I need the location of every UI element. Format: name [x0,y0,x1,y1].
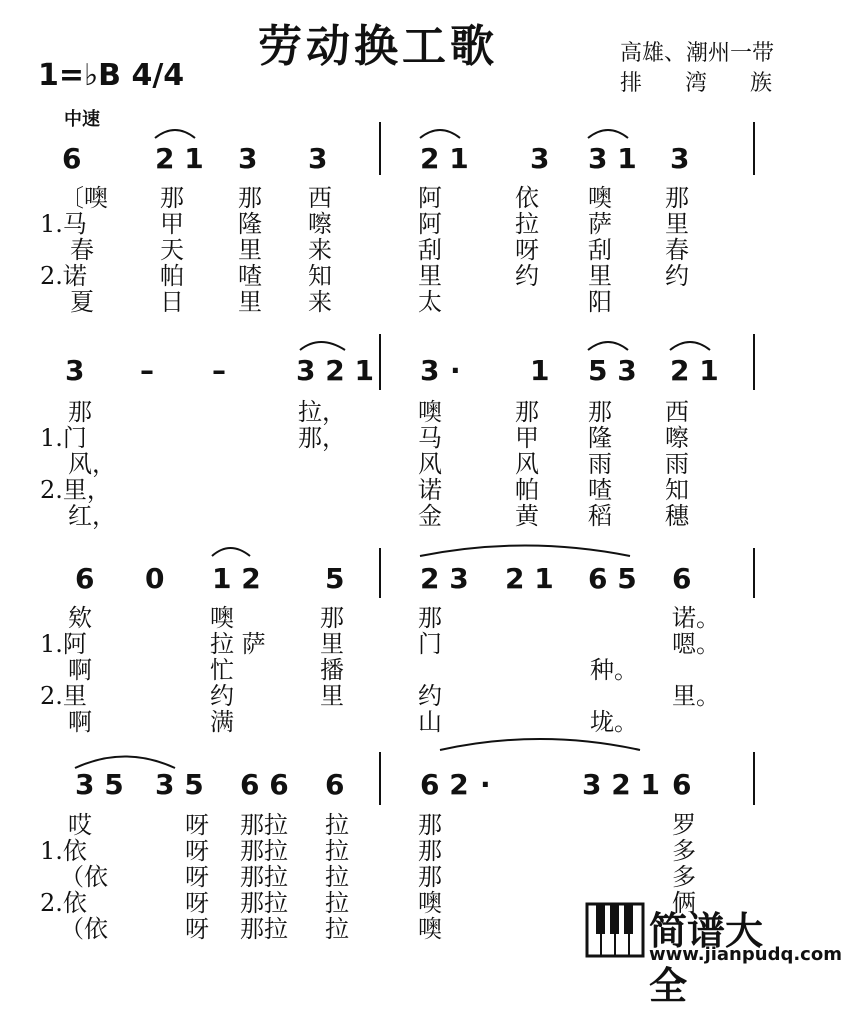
lyric: 里。 [672,682,720,710]
lyric: 那 [418,863,442,891]
slur [588,342,628,350]
lyric: （依 [60,915,108,943]
lyric: 那 [160,184,184,212]
slur [440,739,640,750]
note: 3 [308,142,328,175]
lyric: 帕 [160,262,184,290]
lyric: 嚓 [665,424,689,452]
lyric: 知 [308,262,332,290]
lyric: 阿 [418,210,442,238]
lyric: 夏 [70,288,94,316]
lyric: 2.诺 [40,262,87,290]
key-signature: 1=♭B 4/4 [38,58,185,93]
lyric: 隆 [238,210,262,238]
lyric: 欸 [68,604,92,632]
lyric: 来 [308,236,332,264]
note: 1 [530,354,550,387]
note: 3 2 1 [296,354,374,387]
lyric: 里 [320,682,344,710]
lyric: 风， [68,450,116,478]
logo-url: www.jianpudq.com [649,944,842,965]
note: 6 [672,562,692,595]
lyric: 太 [418,288,442,316]
note: 0 [145,562,165,595]
lyric: 噢 [588,184,612,212]
lyric: 拉 [325,889,349,917]
lyric: 噢 [418,889,442,917]
lyric: 噢 [210,604,234,632]
lyric: 呀 [185,837,209,865]
lyric: 噢 [418,398,442,426]
lyric: 马 [418,424,442,452]
lyric: 天 [160,236,184,264]
lyric: 满 [210,708,234,736]
lyric: 里 [238,288,262,316]
lyric: 喳 [238,262,262,290]
lyric: 约 [665,262,689,290]
lyric: 阿 [418,184,442,212]
lyric: 呀 [185,811,209,839]
lyric: 萨 [588,210,612,238]
note: 6 [672,768,692,801]
note: 6 5 [588,562,637,595]
lyric: 日 [160,288,184,316]
lyric: 春 [665,236,689,264]
slur [420,130,460,138]
lyric: 嗯。 [672,630,720,658]
note: · [450,354,461,387]
lyric: 金 [418,502,442,530]
note: – [212,354,226,387]
lyric: 里 [418,262,442,290]
lyric: 甲 [515,424,539,452]
lyric: （依 [60,863,108,891]
lyric: 2.里 [40,682,87,710]
lyric: 1.马 [40,210,87,238]
note: 3 5 [75,768,124,801]
lyric: 雨 [665,450,689,478]
lyric: 约 [210,682,234,710]
note: 3 [530,142,550,175]
lyric: 那拉 [240,837,288,865]
note: 2 1 [505,562,554,595]
slur [212,548,250,556]
lyric: 1.门 [40,424,87,452]
lyric: 刮 [588,236,612,264]
lyric: 山 [418,708,442,736]
lyric: 噢 [418,915,442,943]
lyric: 阳 [588,288,612,316]
lyric: 隆 [588,424,612,452]
note: 6 6 [240,768,289,801]
lyric: 门 [418,630,442,658]
lyric: 2.里， [40,476,111,504]
lyric: 啊 [68,708,92,736]
lyric: 呀 [185,915,209,943]
lyric: 那 [320,604,344,632]
note: 3 5 [155,768,204,801]
lyric: 那 [515,398,539,426]
lyric: 1.阿 [40,630,87,658]
lyric: 那 [418,837,442,865]
note: 2 1 [155,142,204,175]
lyric: 诺。 [672,604,720,632]
lyric: 呀 [185,889,209,917]
lyric: 哎 [68,811,92,839]
logo-text: 简谱大全 [649,909,764,1008]
lyric: 西 [665,398,689,426]
credit-people: 排 湾 族 [620,71,790,96]
lyric: 来 [308,288,332,316]
note: 3 1 [588,142,637,175]
note: 3 2 1 [582,768,660,801]
lyric: 雨 [588,450,612,478]
lyric: 多 [672,863,696,891]
lyric: 那拉 [240,863,288,891]
lyric: 种。 [590,656,638,684]
lyric: 那 [68,398,92,426]
lyric: 里 [588,262,612,290]
slur [75,757,175,769]
lyric: 那 [418,811,442,839]
lyric: 多 [672,837,696,865]
note: 3 [65,354,85,387]
note: – [140,354,154,387]
lyric: 〔噢 [60,184,108,212]
lyric: 约 [515,262,539,290]
lyric: 喳 [588,476,612,504]
note: 1 2 [212,562,261,595]
note: 2 1 [420,142,469,175]
lyric: 拉 [325,863,349,891]
lyric: 知 [665,476,689,504]
lyric: 那 [588,398,612,426]
lyric: 风 [515,450,539,478]
lyric: 呀 [515,236,539,264]
lyric: 穗 [665,502,689,530]
note: 5 3 [588,354,637,387]
slur [300,342,345,350]
note: 6 2 [420,768,469,801]
lyric: 播 [320,656,344,684]
lyric: 拉 [325,915,349,943]
lyric: 2.依 [40,889,87,917]
lyric: 罗 [672,811,696,839]
lyric: 刮 [418,236,442,264]
lyric: 呀 [185,863,209,891]
lyric: 忙 [210,656,234,684]
lyric: 红， [68,502,116,530]
note: 2 3 [420,562,469,595]
piano-keys-icon [585,900,645,960]
lyric: 嚓 [308,210,332,238]
lyric: 拉 [325,837,349,865]
lyric: 那 [665,184,689,212]
lyric: 那拉 [240,915,288,943]
credit-region: 高雄、潮州一带 [620,41,775,66]
lyric: 拉， [298,398,346,426]
note: · [480,768,491,801]
lyric: 那 [418,604,442,632]
lyric: 那拉 [240,811,288,839]
note: 6 [62,142,82,175]
slur [588,130,628,138]
slur [155,130,195,138]
lyric: 拉 [515,210,539,238]
slur [420,546,630,557]
lyric: 约 [418,682,442,710]
lyric: 俩 [672,889,696,917]
lyric: 甲 [160,210,184,238]
note: 5 [325,562,345,595]
lyric: 垅。 [590,708,638,736]
lyric: 西 [308,184,332,212]
tempo-marking: 中速 [64,109,100,130]
lyric: 拉 [325,811,349,839]
lyric: 里 [665,210,689,238]
lyric: 依 [515,184,539,212]
lyric: 那， [298,424,346,452]
song-title: 劳动换工歌 [258,21,498,72]
lyric: 稻 [588,502,612,530]
lyric: 那 [238,184,262,212]
note: 3 [420,354,440,387]
lyric: 里 [320,630,344,658]
lyric: 诺 [418,476,442,504]
note: 3 [670,142,690,175]
note: 2 1 [670,354,719,387]
lyric: 风 [418,450,442,478]
lyric: 拉 萨 [210,630,266,658]
note: 6 [75,562,95,595]
site-logo [585,900,842,1008]
note: 6 [325,768,345,801]
slur [670,342,710,350]
lyric: 啊 [68,656,92,684]
lyric: 1.依 [40,837,87,865]
lyric: 那拉 [240,889,288,917]
note: 3 [238,142,258,175]
lyric: 春 [70,236,94,264]
lyric: 黄 [515,502,539,530]
lyric: 帕 [515,476,539,504]
lyric: 里 [238,236,262,264]
